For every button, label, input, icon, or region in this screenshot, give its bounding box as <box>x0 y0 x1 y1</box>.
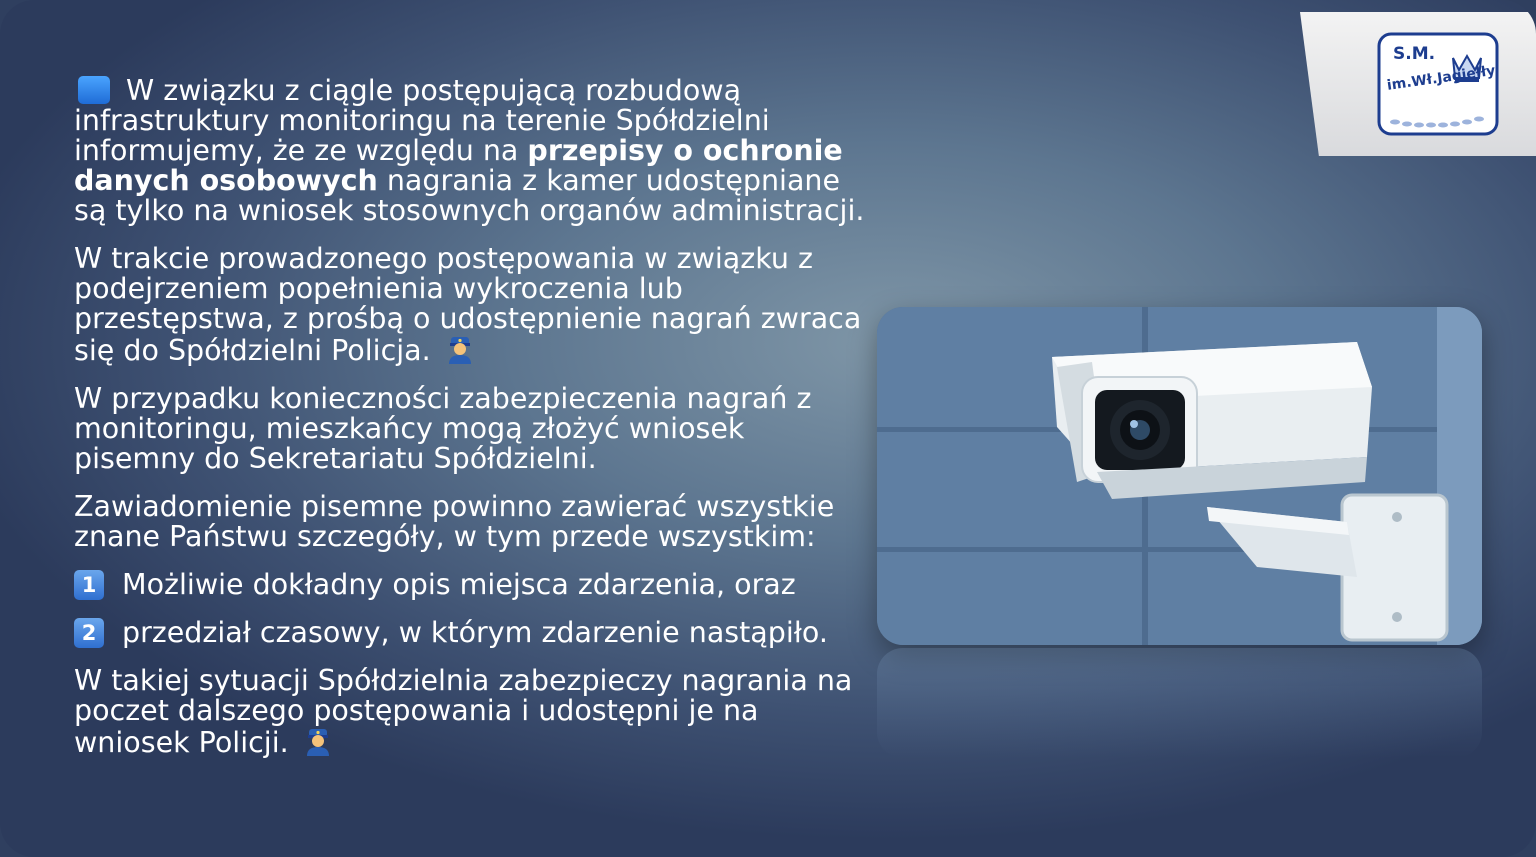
security-camera-image <box>877 307 1482 645</box>
paragraph-intro-bold: przepisy o ochronie danych osobowych <box>74 134 843 197</box>
photo-reflection <box>877 648 1482 758</box>
police-officer-icon <box>445 334 475 364</box>
paragraph-intro-text: W związku z ciągle postępującą rozbudową infrastruktury monitoringu na terenie Spółdzielni informujemy, że ze względu na <box>74 74 770 167</box>
blue-square-icon <box>78 76 110 104</box>
keycap-digit-icon: 1 <box>74 570 104 600</box>
logo-line-1: S.M. <box>1393 44 1436 64</box>
paragraph-intro <box>74 76 874 226</box>
paragraph-closing <box>74 666 874 758</box>
paragraph-residents: W przypadku konieczności zabezpieczenia nagrań z monitoringu, mieszkańcy mogą złożyć wniosek pisemny do Sekretariatu Spółdzielni. <box>74 382 812 475</box>
paragraph-intro-outro: nagrania z kamer udostępniane są tylko na wniosek stosownych organów administracji. <box>74 164 865 227</box>
list-item-text: przedział czasowy, w którym zdarzenie nastąpiło. <box>122 616 828 649</box>
paragraph-police-text: W trakcie prowadzonego postępowania w związku z podejrzeniem popełnienia wykroczenia lub przestępstwa, z prośbą o udostępnienie nagrań zwraca się do Spółdzielni Policja. <box>74 242 862 367</box>
list-item <box>74 618 874 648</box>
paragraph-police <box>74 244 874 366</box>
list-item-text: Możliwie dokładny opis miejsca zdarzenia, oraz <box>122 568 796 601</box>
keycap-digit-icon: 2 <box>74 618 104 648</box>
paragraph-details: Zawiadomienie pisemne powinno zawierać wszystkie znane Państwu szczegóły, w tym przede wszystkim: <box>74 490 835 553</box>
police-officer-icon <box>303 726 333 756</box>
text-block <box>74 76 874 776</box>
list-item <box>74 570 874 600</box>
paragraph-closing-text: W takiej sytuacji Spółdzielnia zabezpieczy nagrania na poczet dalszego postępowania i udostępni je na wniosek Policji. <box>74 664 853 759</box>
logo-line-2: im.Wł.Jagiełły <box>1386 62 1497 94</box>
